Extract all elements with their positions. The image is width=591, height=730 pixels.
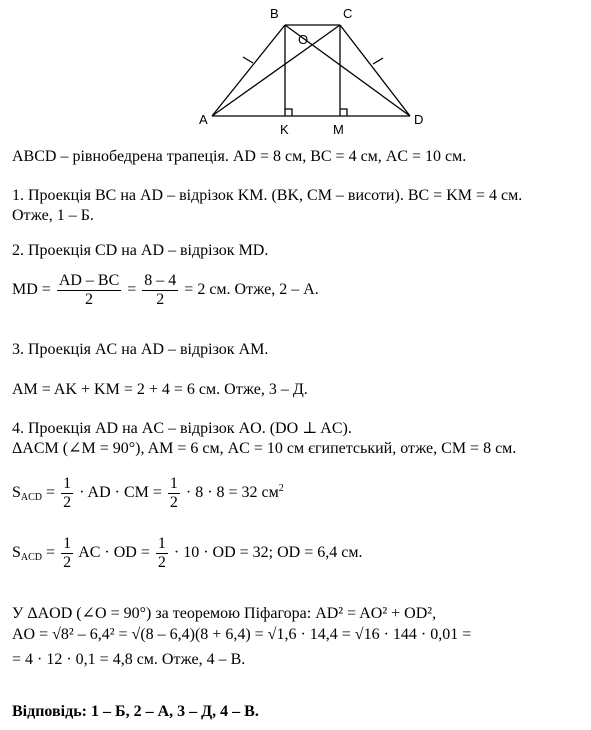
- label-c: C: [343, 6, 353, 21]
- md-fraction-2: $\frac{8 - 4}{2}$: [144, 272, 177, 308]
- pythagoras-line: У ΔAOD (∠O = 90°) за теоремою Піфагора: AD² = AO² + OD²,: [12, 605, 437, 622]
- area-formula-1: $S_{ACD}$ = $\frac{1}{2}$ · AD · CM = $\frac{1}{2}$ · 8 · 8 = 32 $см^2$: [12, 475, 284, 511]
- md-result: = 2 см. Отже, 2 – А.: [184, 281, 319, 299]
- label-m: M: [333, 122, 344, 137]
- point3-line: 3. Проекція AC на AD – відрізок AM.: [12, 341, 269, 358]
- md-fraction-1: $\frac{AD - BC}{2}$: [58, 272, 120, 308]
- ao-result-line: = 4 · 12 · 0,1 = 4,8 см. Отже, 4 – В.: [12, 651, 246, 668]
- given-line: ABCD – рівнобедрена трапеція. AD = 8 см, BC = 4 см, AC = 10 см.: [12, 148, 467, 165]
- answer-line: Відповідь: 1 – Б, 2 – А, 3 – Д, 4 – В.: [12, 703, 259, 720]
- md-lhs: MD =: [12, 281, 51, 299]
- area-formula-2: $S_{ACD}$ = $\frac{1}{2}$ AC · OD = $\frac{1}{2}$ · 10 · OD = 32; OD = 6,4 см.: [12, 535, 363, 571]
- point1-line-a: 1. Проекція BC на AD – відрізок KM. (BK, CM – висоти). BC = KM = 4 см.: [12, 187, 523, 204]
- label-a: A: [199, 112, 208, 127]
- label-o: O: [298, 32, 309, 47]
- ao-formula-line: AO = √8² – 6,4² = √(8 – 6,4)(8 + 6,4) = √1,6 · 14,4 = √16 · 144 · 0,01 =: [12, 626, 472, 643]
- md-formula: MD = $\frac{AD - BC}{2}$ = $\frac{8 - 4}{2}$ = 2 см. Отже, 2 – А.: [12, 272, 319, 308]
- label-d: D: [414, 112, 424, 127]
- point1-line-b: Отже, 1 – Б.: [12, 207, 94, 224]
- trapezoid-figure: [0, 0, 591, 140]
- label-k: K: [280, 122, 289, 137]
- point4-line-a: 4. Проекція AD на AC – відрізок AO. (DO ⊥ AC).: [12, 420, 352, 437]
- am-formula: AM = AK + KM = 2 + 4 = 6 см. Отже, 3 – Д.: [12, 381, 308, 398]
- point4-line-b: ΔACM (∠M = 90°), AM = 6 см, AC = 10 см єгипетський, отже, CM = 8 см.: [12, 440, 517, 457]
- label-b: B: [270, 6, 279, 21]
- point2-line: 2. Проекція CD на AD – відрізок MD.: [12, 242, 269, 259]
